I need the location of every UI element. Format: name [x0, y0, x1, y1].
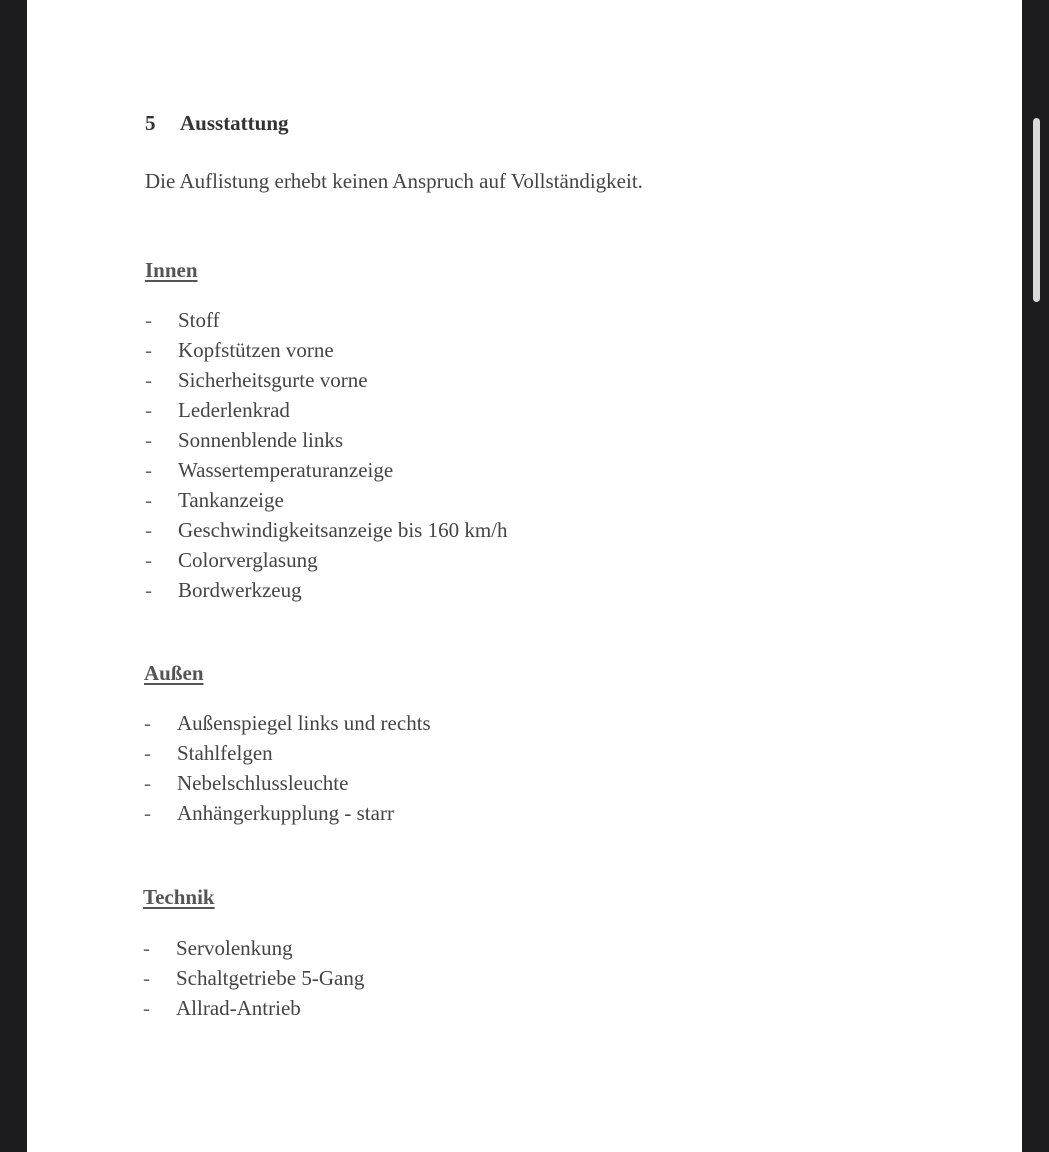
list-item: - Nebelschlussleuchte — [144, 768, 431, 798]
bullet-dash: - — [145, 488, 152, 512]
list-item: - Kopfstützen vorne — [145, 335, 508, 365]
subsection-title-innen: Innen — [145, 258, 198, 282]
list-item: - Allrad-Antrieb — [143, 993, 364, 1023]
section-heading — [145, 111, 289, 136]
list-item: - Sicherheitsgurte vorne — [145, 365, 508, 395]
bullet-dash: - — [143, 936, 150, 960]
list-item: - Lederlenkrad — [145, 395, 508, 425]
list-item: - Colorverglasung — [145, 545, 508, 575]
document-page — [27, 0, 1022, 1152]
intro-text: Die Auflistung erhebt keinen Anspruch auf Vollständigkeit. — [145, 169, 643, 193]
bullet-dash: - — [145, 458, 152, 482]
bullet-dash: - — [143, 996, 150, 1020]
list-item: - Bordwerkzeug — [145, 575, 508, 605]
bullet-dash: - — [144, 741, 151, 765]
list-item: - Anhängerkupplung - starr — [144, 798, 431, 828]
scrollbar-thumb[interactable] — [1033, 118, 1040, 302]
bullet-dash: - — [145, 548, 152, 572]
list-item: - Stoff — [145, 305, 508, 335]
bullet-dash: - — [144, 771, 151, 795]
list-item: - Stahlfelgen — [144, 738, 431, 768]
bullet-dash: - — [145, 518, 152, 542]
subsection-title-aussen: Außen — [144, 661, 204, 685]
list-technik — [143, 933, 364, 1023]
bullet-dash: - — [145, 428, 152, 452]
list-item: - Geschwindigkeitsanzeige bis 160 km/h — [145, 515, 508, 545]
bullet-dash: - — [145, 338, 152, 362]
list-item: - Schaltgetriebe 5-Gang — [143, 963, 364, 993]
bullet-dash: - — [145, 308, 152, 332]
bullet-dash: - — [144, 801, 151, 825]
list-item: - Tankanzeige — [145, 485, 508, 515]
section-heading-text: Ausstattung — [180, 111, 289, 135]
subsection-title-technik: Technik — [143, 885, 215, 909]
bullet-dash: - — [145, 368, 152, 392]
list-item: - Wassertemperaturanzeige — [145, 455, 508, 485]
bullet-dash: - — [143, 966, 150, 990]
bullet-dash: - — [144, 711, 151, 735]
bullet-dash: - — [145, 578, 152, 602]
section-number: 5 — [145, 111, 156, 135]
list-item: - Außenspiegel links und rechts — [144, 708, 431, 738]
bullet-dash: - — [145, 398, 152, 422]
list-innen — [145, 305, 508, 605]
list-aussen — [144, 708, 431, 828]
list-item: - Servolenkung — [143, 933, 364, 963]
list-item: - Sonnenblende links — [145, 425, 508, 455]
